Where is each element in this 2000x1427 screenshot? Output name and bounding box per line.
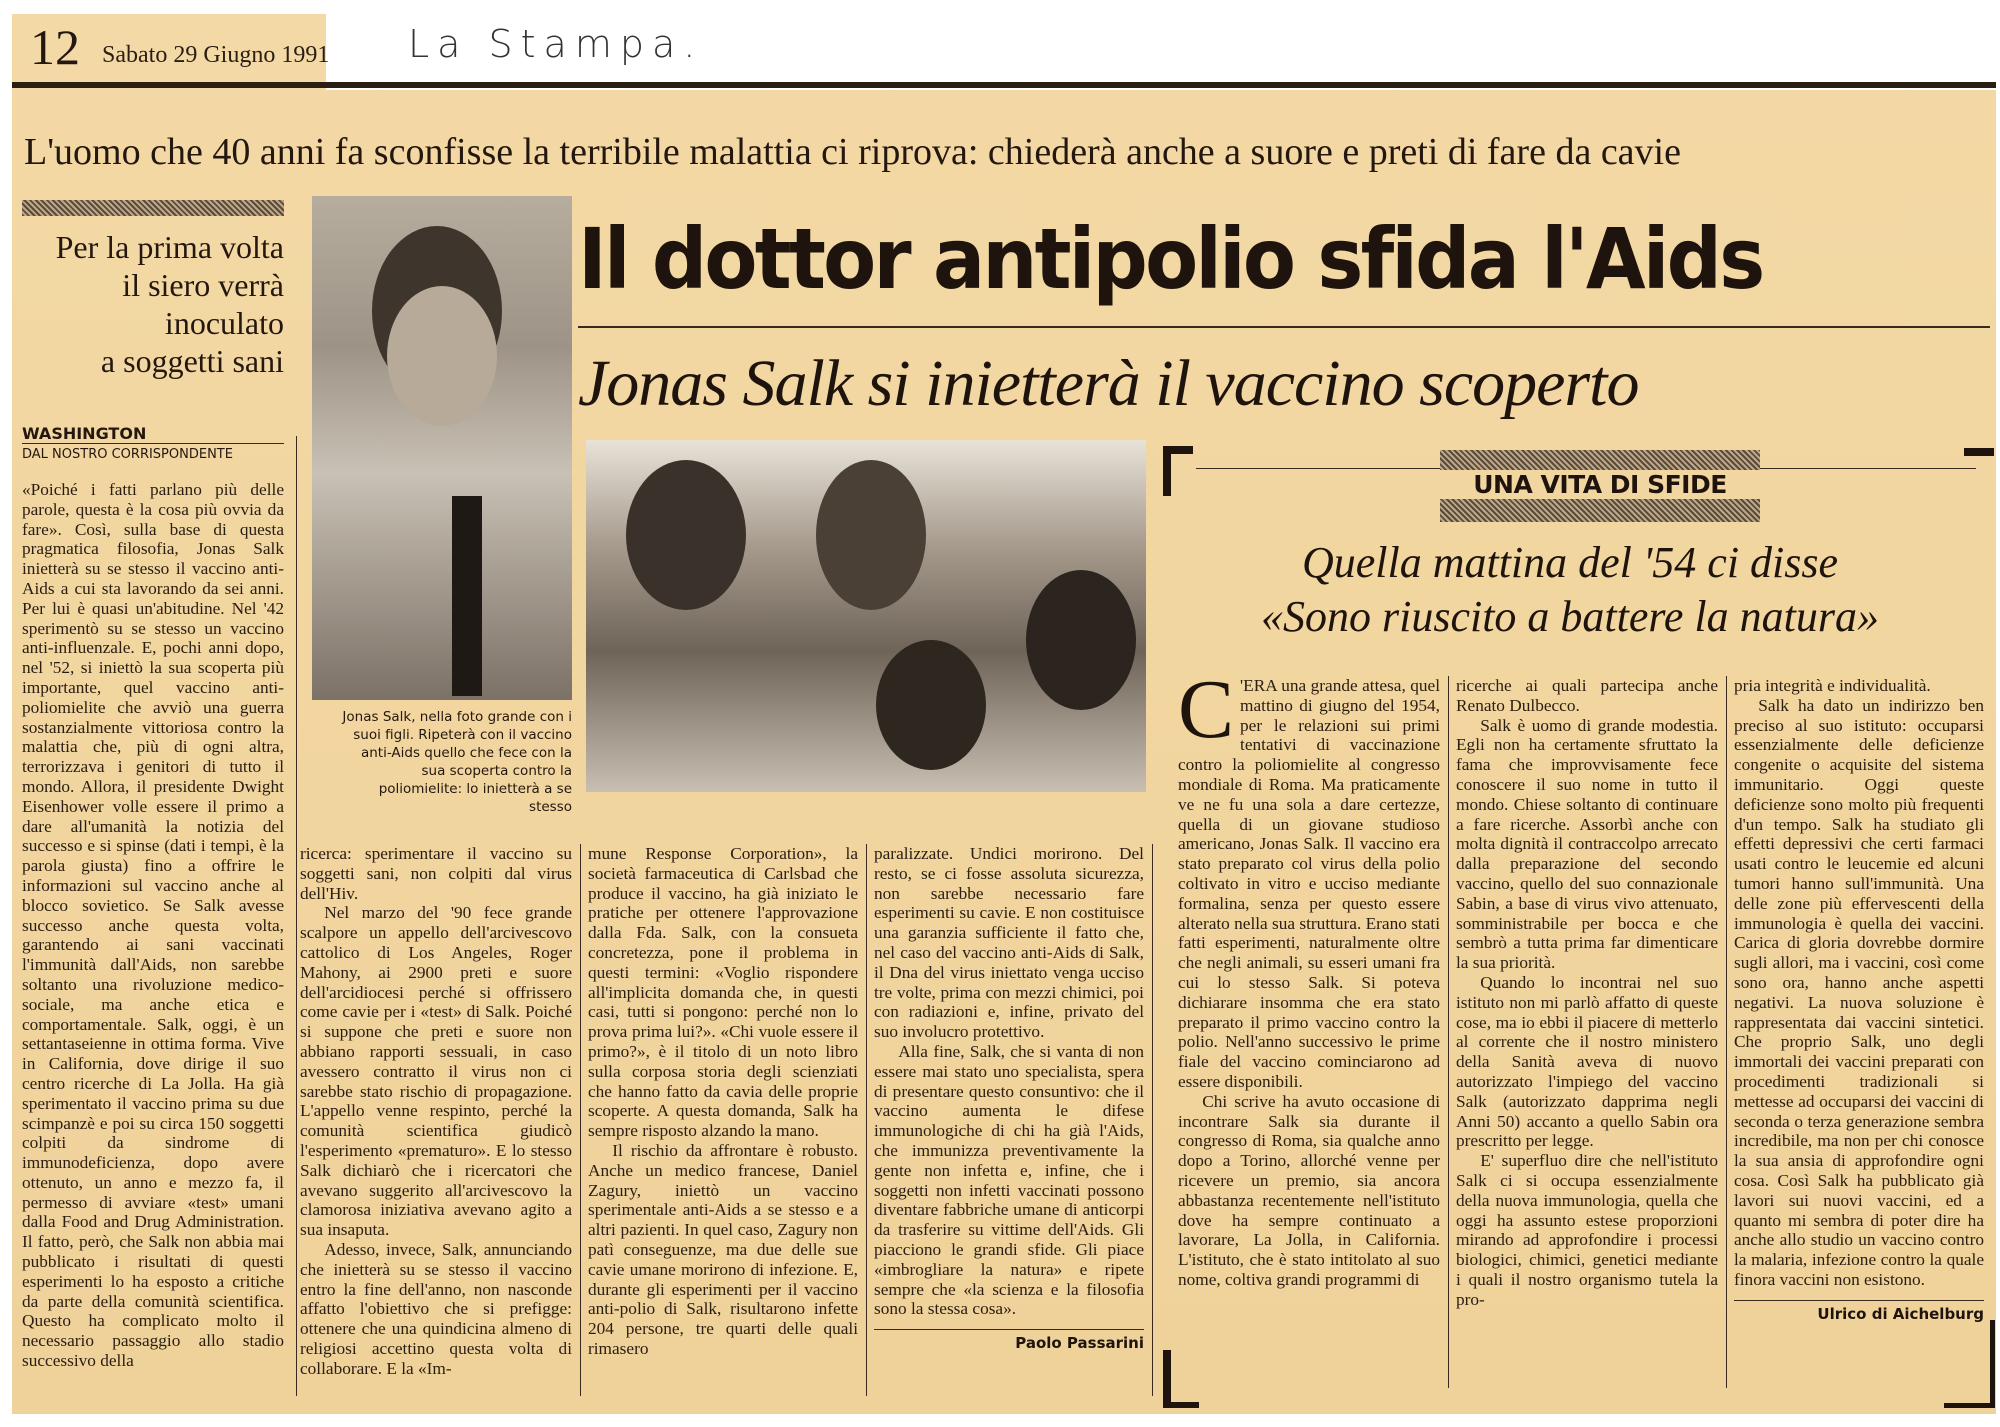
- child-head-shape: [626, 460, 746, 610]
- paragraph: Il rischio da affrontare è robusto. Anche un medico francese, Daniel Zagury, iniettò un vaccino sperimentale anti-Aids a se stesso e a altri pazienti. In quel caso, Zagury non patì conseguenze, ma due delle sue cavie umane morirono di infezione. E, durante gli esperimenti per il vaccino anti-polio di Salk, risultarono infette 204 persone, tre quarti delle quali rimasero: [588, 1140, 858, 1358]
- paragraph: Chi scrive ha avuto occasione di incontrare Salk sia durante il congresso di Roma, sia qualche anno dopo a Torino, allorché venne per ricevere un premio, sia ancora abbastanza recentemente nell'istituto dove ha sempre continuato a lavorare, La Jolla, in California. L'istituto, che è stato intitolato al suo nome, coltiva grandi programmi di: [1178, 1091, 1440, 1289]
- signature-rule: [1734, 1300, 1984, 1301]
- salk-family-photo: [586, 440, 1146, 792]
- paragraph: Quando lo incontrai nel suo istituto non mi parlò affatto di queste cose, ma io ebbi il piacere di metterlo al corrente che il nostro ministero della Sanità aveva di nuovo autorizzato l'impiego del vaccino Salk (autorizzato dapprima negli Anni 50) accanto a quello Sabin ora prescritto per legge.: [1456, 972, 1718, 1151]
- portrait-tie-shape: [452, 496, 482, 696]
- photo-caption: Jonas Salk, nella foto grande con i suoi figli. Ripeterà con il vaccino anti-Aids quello che fece con la sua scoperta contro la poliomielite: lo inietterà a se stesso: [342, 709, 572, 815]
- summary-line: il siero verrà: [122, 267, 284, 303]
- dateline-role: DAL NOSTRO CORRISPONDENTE: [22, 447, 233, 462]
- column-divider: [1448, 676, 1449, 1388]
- column-divider: [866, 844, 867, 1396]
- paragraph: E' superfluo dire che nell'istituto Salk ci si occupa essenzialmente della nuova immunologia, quella che oggi ha assunto estese proporzioni mirando ad approfondire i processi biologici, chimici, genetici mediante i quali il nostro organismo tutela la pro-: [1456, 1151, 1718, 1309]
- summary-line: inoculato: [164, 305, 284, 341]
- column-divider: [1152, 844, 1153, 1396]
- column-divider: [296, 436, 297, 1396]
- masthead-rule: [12, 82, 1996, 88]
- father-head-shape: [816, 460, 926, 610]
- paragraph: ricerca: sperimentare il vaccino su soggetti sani, non colpiti dal virus dell'Hiv.: [300, 844, 572, 903]
- author-byline: Ulrico di Aichelburg: [1817, 1304, 1984, 1323]
- box-corner: [1944, 1403, 1994, 1408]
- box-corner: [1163, 1350, 1171, 1408]
- paragraph: Adesso, invece, Salk, annunciando che inietterà su se stesso il vaccino entro la fine dell'anno, non nasconde affatto l'obiettivo che si prefigge: ottenere che una quindicina almeno di religiosi accettino questa volta di collaborare. E la «Im-: [300, 1239, 572, 1378]
- signature-rule: [874, 1329, 1144, 1330]
- page-number: 12: [30, 19, 80, 75]
- salk-portrait-photo: [312, 196, 572, 700]
- paragraph: «Poiché i fatti parlano più delle parole, questa è la cosa più ovvia da fare». Così, sulla base di questa pragmatica filosofia, Jonas Salk inietterà su se stesso il vaccino anti-Aids a cui sta lavorando da sei anni. Per lui è quasi un'abitudine. Nel '42 sperimentò su se stesso un vaccino anti-influenzale. E, pochi anni dopo, nel '52, si iniettò la sua scoperta più importante, quel vaccino anti-poliomielite che avviò una guerra sostanzialmente vittoriosa contro la malattia che, più di ogni altra, terrorizzava i genitori di tutto il mondo. Allora, il presidente Dwight Eisenhower volle essere il primo a dare all'umanità la notizia del successo e si spinse (dati i tempi, è la parola giusta) fino a offrire le informazioni sul vaccino anche al blocco sovietico. Se Salk avesse successo anche questa volta, garantendo ai sani vaccinati l'immunità dall'Aids, non sarebbe soltanto una rivoluzione medico-sociale, ma anche etica e comportamentale. Salk, oggi, è un settantaseienne in ottima forma. Vive in California, dove dirige il suo centro ricerche di La Jolla. Ha già sperimentato il vaccino prima su due scimpanzè e poi su circa 150 soggetti colpiti da sindrome di immunodeficienza, dopo avere ottenuto, un anno e mezzo fa, il permesso di avviare «test» umani dalla Food and Drug Administration. Il fatto, però, che Salk non abbia mai pubblicato i risultati di questi esperimenti lo ha esposto a critiche da parte della comunità scientifica. Questo ha complicato molto il necessario passaggio allo stadio successivo della: [22, 480, 284, 1371]
- box-corner: [1163, 446, 1193, 454]
- sidebar-title-line: Quella mattina del '54 ci disse: [1301, 538, 1839, 587]
- kicker: L'uomo che 40 anni fa sconfisse la terribile malattia ci riprova: chiederà anche a suore e preti di fare da cavie: [24, 131, 1681, 173]
- paragraph-text: 'ERA una grande attesa, quel mattino di giugno del 1954, per le relazioni sui primi tentativi di vaccinazione contro la poliomielite al congresso mondiale di Roma. Ma praticamente ve ne fu una sola a dare certezze, quella di un giovane studioso americano, Jonas Salk. Il vaccino era stato preparato col virus della polio coltivato in vitro e ucciso mediante formalina, senza per questo essere alterato nella sua struttura. Erano stati fatti esperimenti, naturalmente oltre che negli animali, su esseri umani fra cui lo stesso Salk. Si poteva dichiarare insomma che era stato preparato il primo vaccino contro la polio. Nell'anno successivo le prime fiale del vaccino cominciarono ad essere disponibili.: [1178, 676, 1441, 1091]
- section-label: UNA VITA DI SFIDE: [1440, 470, 1760, 499]
- handwritten-note: La Stampa.: [408, 22, 704, 66]
- sidebar-column-3: [1734, 676, 1984, 1325]
- summary-deck: [22, 228, 284, 380]
- child-head-shape: [1026, 570, 1136, 710]
- sidebar-column-1: [1178, 663, 1441, 1290]
- article-column-2: [300, 844, 572, 1379]
- summary-line: Per la prima volta: [55, 229, 284, 265]
- dateline-city: WASHINGTON: [22, 424, 284, 444]
- portrait-face-shape: [387, 286, 497, 426]
- paragraph: Salk ha dato un indirizzo ben preciso al suo istituto: occuparsi essenzialmente delle deficienze congenite o acquisite del sistema immunitario. Oggi queste deficienze sono molto più frequenti d'un tempo. Salk ha studiato gli effetti depressivi che certi farmaci usati contro le leucemie ed alcuni tumori hanno sull'immunità. Una delle zone più effervescenti della immunologia è quella dei vaccini. Carica di gloria dovrebbe dormire sugli allori, ma i vaccini, così come sono ora, hanno anche aspetti negativi. La nuova soluzione è rappresentata dai vaccini sintetici. Che proprio Salk, uno degli immortali dei vaccini preparati con procedimenti tradizionali si mettesse ad occuparsi dei vaccini di seconda o terza generazione sembra incredibile, ma non per chi conosce la sua ansia di approfondire ogni cosa. Così Salk ha pubblicato già lavori sui nuovi vaccini, ed a quanto mi sembra di poter dire ha anche allo studio un vaccino contro la malaria, infezione contro la quale finora vaccini non esistono.: [1734, 695, 1984, 1289]
- sidebar-column-2: [1456, 676, 1718, 1310]
- paragraph: Alla fine, Salk, che si vanta di non essere mai stato uno specialista, spera di presentare questo consuntivo: che il vaccino aumenta le difese immunologiche di chi ha già l'Aids, che immunizza preventivamente la gente non infetta e, infine, che i soggetti non infetti vaccinati possono diventare fabbriche umane di anticorpi da trasferire su vittime dell'Aids. Gli piacciono le grandi sfide. Gli piace «imbrogliare la natura» e ripete sempre che «la scienza e la filosofia sono la stessa cosa».: [874, 1041, 1144, 1319]
- paragraph: mune Response Corporation», la società farmaceutica di Carlsbad che produce il vaccino, ha già iniziato le pratiche per ottenere l'approvazione dalla Fda. Salk, con la consueta concretezza, pone il problema in questi termini: «Voglio rispondere all'implicita domanda che, in questi casi, tutti si pongono: perché non lo prova prima lui?». «Chi vuole essere il primo?», è il titolo di un noto libro sulla corposa storia degli scienziati che hanno fatto da cavia delle proprie scoperte. A questa domanda, Salk ha sempre risposto alzando la mano.: [588, 844, 858, 1141]
- drop-cap: C: [1178, 663, 1235, 756]
- sidebar-title: [1160, 536, 1980, 644]
- issue-date: Sabato 29 Giugno 1991: [102, 42, 330, 68]
- subheadline: Jonas Salk si inietterà il vaccino scoperto: [578, 347, 1639, 420]
- paragraph: ricerche ai quali partecipa anche Renato Dulbecco.: [1456, 676, 1718, 715]
- column-divider: [1726, 676, 1727, 1388]
- headline: Il dottor antipolio sfida l'Aids: [578, 210, 1763, 308]
- box-corner: [1964, 448, 1994, 456]
- child-head-shape: [876, 640, 986, 770]
- author-byline: Paolo Passarini: [1015, 1334, 1144, 1353]
- article-column-1: [22, 480, 284, 1371]
- paragraph: paralizzate. Undici morirono. Del resto, se ci fosse assoluta sicurezza, non sarebbe necessario fare esperimenti su cavie. E non costituisce una garanzia sufficiente il fatto che, nel caso del vaccino anti-Aids di Salk, il Dna del virus iniettato venga ucciso tre volte, prima con mezzi chimici, poi con radiazioni e, infine, privato del suo involucro protettivo.: [874, 844, 1144, 1042]
- box-corner: [1990, 1320, 1995, 1408]
- paragraph: Salk è uomo di grande modestia. Egli non ha certamente sfruttato la fama che improvvisamente fece conoscere il suo nome in tutto il mondo. Chiese soltanto di continuare a fare ricerche. Assorbì anche con molta dignità il contraccolpo arrecato dalla preparazione del secondo vaccino, quello del suo connazionale Sabin, a base di virus vivo attenuato, somministrabile per bocca e che sembrò a tutta prima far dimenticare la sua priorità.: [1456, 715, 1718, 973]
- column-divider: [580, 844, 581, 1396]
- box-corner: [1163, 1402, 1199, 1408]
- paragraph: pria integrità e individualità.: [1734, 676, 1931, 695]
- paragraph: Nel marzo del '90 fece grande scalpore un appello dell'arcivescovo cattolico di Los Angeles, Roger Mahony, ai 2900 preti e suore dell'arcidiocesi perché si offrissero come cavie per i «test» di Salk. Poiché si suppone che preti e suore non abbiano rapporti sessuali, in caso avessero contratto il virus non ci sarebbe stato rischio di propagazione. L'appello venne respinto, perché la comunità scientifica giudicò l'esperimento «prematuro». E lo stesso Salk dichiarò che i ricercatori che avevano suggerito all'arcivescovo la clamorosa iniziativa avevano agito a sua insaputa.: [300, 903, 572, 1240]
- decorative-hatch-bar: [22, 200, 284, 216]
- summary-line: a soggetti sani: [100, 343, 284, 379]
- paragraph: [1178, 663, 1441, 1092]
- headline-rule: [578, 326, 1990, 328]
- article-column-4: [874, 844, 1144, 1354]
- article-column-3: [588, 844, 858, 1359]
- sidebar-title-line: «Sono riuscito a battere la natura»: [1260, 592, 1880, 641]
